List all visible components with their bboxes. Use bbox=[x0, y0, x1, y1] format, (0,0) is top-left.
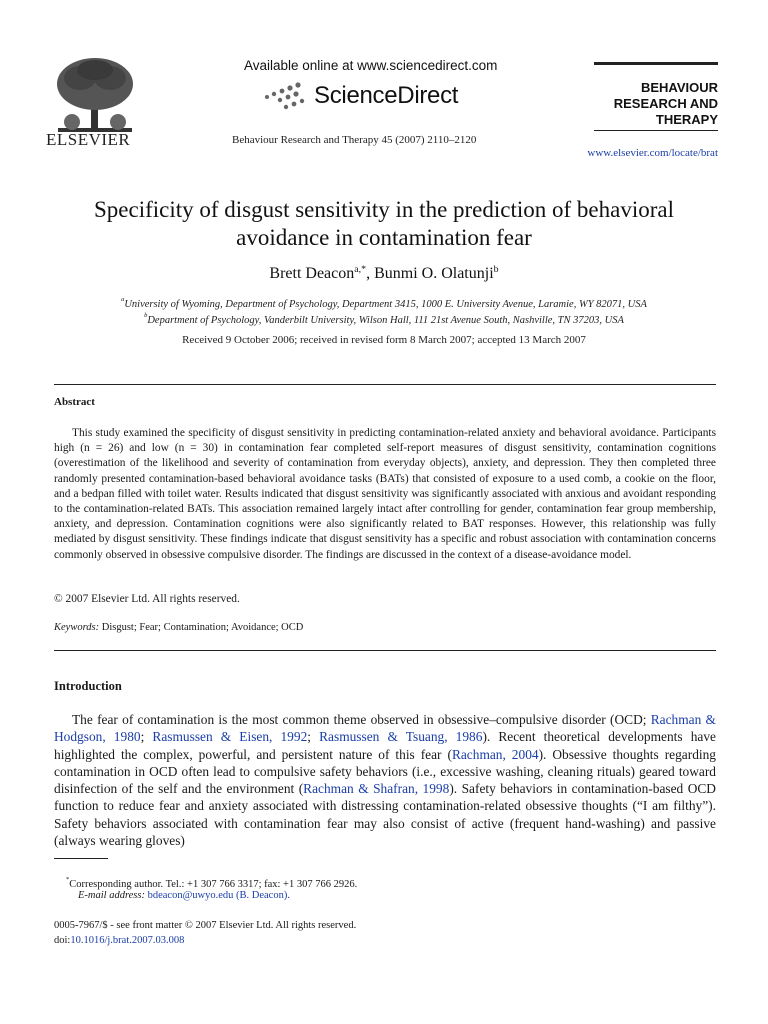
abstract-top-rule bbox=[54, 384, 716, 385]
author-name: Bunmi O. Olatunji bbox=[374, 265, 494, 282]
affiliation-text: University of Wyoming, Department of Psychology, Department 3415, 1000 E. University Avenue, Laramie, WY 82071, USA bbox=[124, 299, 647, 310]
intro-text: ). Safety behaviors in contamination-based OCD function to reduce fear and anxiety associated with distressing contamination-related obsessive thoughts (“I am filthy”). Safety behaviors associated with contamination fear may also consist of active (frequent hand-washing) and passive (always wearing gloves) bbox=[54, 781, 716, 849]
email-link[interactable]: bdeacon@uwyo.edu (B. Deacon). bbox=[147, 890, 290, 901]
abstract-copyright: © 2007 Elsevier Ltd. All rights reserved. bbox=[54, 593, 240, 605]
journal-name-line: BEHAVIOUR bbox=[640, 80, 718, 95]
sciencedirect-dots-logo-icon bbox=[262, 80, 308, 112]
available-online-text: Available online at www.sciencedirect.com bbox=[244, 58, 498, 73]
journal-name-block bbox=[594, 80, 718, 128]
keywords-list: Disgust; Fear; Contamination; Avoidance; OCD bbox=[101, 622, 304, 633]
affiliation-marker: b bbox=[144, 312, 148, 319]
intro-text: ; bbox=[140, 729, 153, 745]
author-list bbox=[30, 264, 738, 283]
affiliation-text: Department of Psychology, Vanderbilt University, Wilson Hall, 111 21st Avenue South, Nashville, TN 37203, USA bbox=[147, 315, 624, 326]
footnote-marker: * bbox=[66, 876, 70, 883]
citation-link[interactable]: Rasmussen & Eisen, 1992 bbox=[152, 729, 308, 745]
email-footnote bbox=[78, 890, 290, 901]
citation-link[interactable]: Rachman, 2004 bbox=[451, 746, 539, 762]
journal-citation: Behaviour Research and Therapy 45 (2007) 2110–2120 bbox=[232, 134, 477, 146]
corresponding-author-footnote bbox=[66, 876, 357, 890]
footnote-rule bbox=[54, 858, 108, 859]
intro-text: ). Obsessive thoughts regarding contamination in OCD often lead to compulsive safety behaviors (i.e., excessive washing, cleaning rituals) geared toward disinfection of the self and the environment ( bbox=[54, 746, 717, 797]
introduction-heading: Introduction bbox=[54, 679, 122, 693]
intro-text: ). Recent theoretical developments have highlighted the complex, powerful, and persistent nature of this fear ( bbox=[54, 729, 716, 762]
article-title-line: avoidance in contamination fear bbox=[236, 225, 532, 250]
affiliation-b bbox=[30, 312, 738, 326]
doi-label: doi: bbox=[54, 935, 71, 946]
keywords-label: Keywords: bbox=[54, 622, 100, 633]
doi-line bbox=[54, 935, 184, 946]
article-title bbox=[30, 196, 738, 252]
intro-text: The fear of contamination is the most common theme observed in obsessive–compulsive disorder (OCD; bbox=[72, 712, 651, 727]
author-name: Brett Deacon bbox=[269, 265, 355, 282]
abstract-body: This study examined the specificity of disgust sensitivity in predicting contamination-related anxiety and behavioral avoidance. Participants high (n = 26) and low (n = 30) in contamination fear completed self-report measures of disgust sensitivity, contamination cognitions (overestimation of the likelihood and severity of contamination from everyday objects), anxiety, and depression. They then completed three randomly presented contamination-based behavioral avoidance tasks (BATs) that consisted of exposure to a used comb, a cookie on the floor, and a bedpan filled with toilet water. Results indicated that disgust sensitivity was significantly associated with anxious and avoidant responding to the contamination-related BATs. This association remained largely intact after controlling for gender, contamination fear group membership, anxiety, and depression. Contamination cognitions were also significantly related to BAT responses. However, this relationship was fully mediated by disgust sensitivity. These findings indicate that disgust sensitivity has a specific and robust association with contamination concerns commonly observed in obsessive compulsive disorder. The findings are discussed in the context of a disease-avoidance model. bbox=[54, 427, 716, 561]
issn-line: 0005-7967/$ - see front matter © 2007 Elsevier Ltd. All rights reserved. bbox=[54, 920, 357, 931]
email-label: E-mail address: bbox=[78, 890, 145, 901]
citation-link[interactable]: Rasmussen & Tsuang, 1986 bbox=[319, 729, 483, 745]
intro-text: ; bbox=[307, 729, 320, 745]
publisher-name: ELSEVIER bbox=[46, 130, 131, 149]
sciencedirect-wordmark: ScienceDirect bbox=[314, 82, 459, 109]
footnote-text: Corresponding author. Tel.: +1 307 766 3317; fax: +1 307 766 2926. bbox=[69, 879, 358, 890]
journal-name-line: RESEARCH AND bbox=[613, 96, 718, 111]
introduction-paragraph bbox=[54, 711, 716, 849]
affiliation-marker: a bbox=[121, 296, 125, 303]
author-affiliation-marker[interactable]: b bbox=[493, 264, 499, 275]
journal-name-bottom-rule bbox=[594, 130, 718, 131]
article-title-line: Specificity of disgust sensitivity in the prediction of behavioral bbox=[94, 197, 674, 222]
journal-url-link[interactable]: www.elsevier.com/locate/brat bbox=[587, 147, 718, 159]
author-separator: , bbox=[366, 265, 375, 282]
received-dates: Received 9 October 2006; received in revised form 8 March 2007; accepted 13 March 2007 bbox=[182, 334, 586, 346]
abstract-heading: Abstract bbox=[54, 396, 95, 408]
citation-link[interactable]: Rachman & Hodgson, 1980 bbox=[54, 712, 716, 745]
keywords bbox=[54, 622, 303, 633]
abstract-bottom-rule bbox=[54, 650, 716, 651]
affiliation-a bbox=[30, 296, 738, 310]
journal-name-top-rule bbox=[594, 62, 718, 65]
journal-name-line: THERAPY bbox=[655, 112, 718, 127]
doi-link[interactable]: 10.1016/j.brat.2007.03.008 bbox=[70, 935, 185, 946]
author-affiliation-marker[interactable]: a,* bbox=[354, 264, 367, 275]
citation-link[interactable]: Rachman & Shafran, 1998 bbox=[303, 781, 450, 797]
